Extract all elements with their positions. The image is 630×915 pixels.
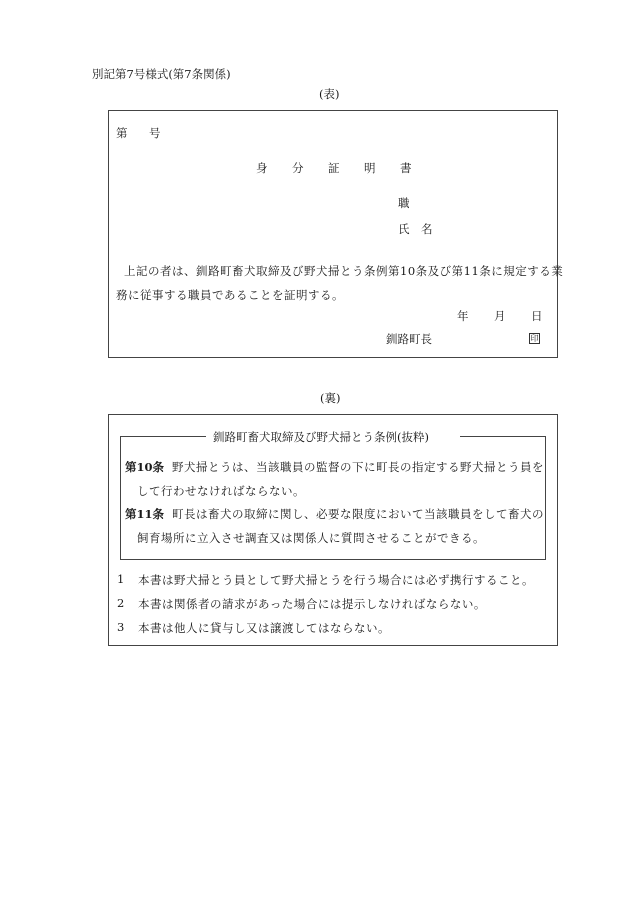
- certificate-title-char-1: 身: [256, 161, 268, 175]
- article-11-line-2: 飼育場所に立入させ調査又は関係人に質問させることができる。: [137, 531, 485, 545]
- front-card: [108, 110, 558, 358]
- form-title: 別記第7号様式(第7条関係): [92, 67, 231, 81]
- note-1-number: 1: [117, 572, 125, 586]
- excerpt-top-border-right: [460, 436, 546, 437]
- note-1-text: 本書は野犬掃とう員として野犬掃とうを行う場合には必ず携行すること。: [138, 573, 534, 587]
- note-2-text: 本書は関係者の請求があった場合には提示しなければならない。: [138, 597, 486, 611]
- issuer-label: 釧路町長: [386, 332, 432, 346]
- certificate-number-suffix: 号: [149, 126, 161, 140]
- excerpt-top-border-left: [120, 436, 206, 437]
- note-3-number: 3: [117, 620, 125, 634]
- name-label-2: 名: [421, 222, 433, 236]
- certificate-title-char-3: 証: [328, 161, 340, 175]
- certificate-title-char-4: 明: [364, 161, 376, 175]
- article-10-line-2: して行わせなければならない。: [137, 484, 305, 498]
- date-day: 日: [531, 309, 543, 323]
- seal-mark-icon: 印: [530, 334, 539, 343]
- position-label: 職: [398, 196, 410, 210]
- name-label-1: 氏: [398, 222, 410, 236]
- excerpt-title: 釧路町畜犬取締及び野犬掃とう条例(抜粋): [213, 430, 429, 444]
- front-side-label: (表): [319, 87, 340, 101]
- article-10-label: 第10条: [125, 460, 165, 474]
- article-11-line-1: 町長は畜犬の取締に関し、必要な限度において当該職員をして畜犬の: [172, 507, 544, 521]
- date-month: 月: [494, 309, 506, 323]
- certificate-title-char-5: 書: [400, 161, 412, 175]
- article-10-line-1: 野犬掃とうは、当該職員の監督の下に町長の指定する野犬掃とう員を: [172, 460, 544, 474]
- article-11-label: 第11条: [125, 507, 165, 521]
- certificate-number-prefix: 第: [116, 126, 128, 140]
- certificate-title-char-2: 分: [292, 161, 304, 175]
- back-side-label: (裏): [320, 391, 341, 405]
- certificate-body-line-2: 務に従事する職員であることを証明する。: [116, 288, 344, 302]
- note-3-text: 本書は他人に貸与し又は譲渡してはならない。: [138, 621, 390, 635]
- certificate-body-line-1: 上記の者は、釧路町畜犬取締及び野犬掃とう条例第10条及び第11条に規定する業: [124, 264, 564, 278]
- note-2-number: 2: [117, 596, 125, 610]
- date-year: 年: [457, 309, 469, 323]
